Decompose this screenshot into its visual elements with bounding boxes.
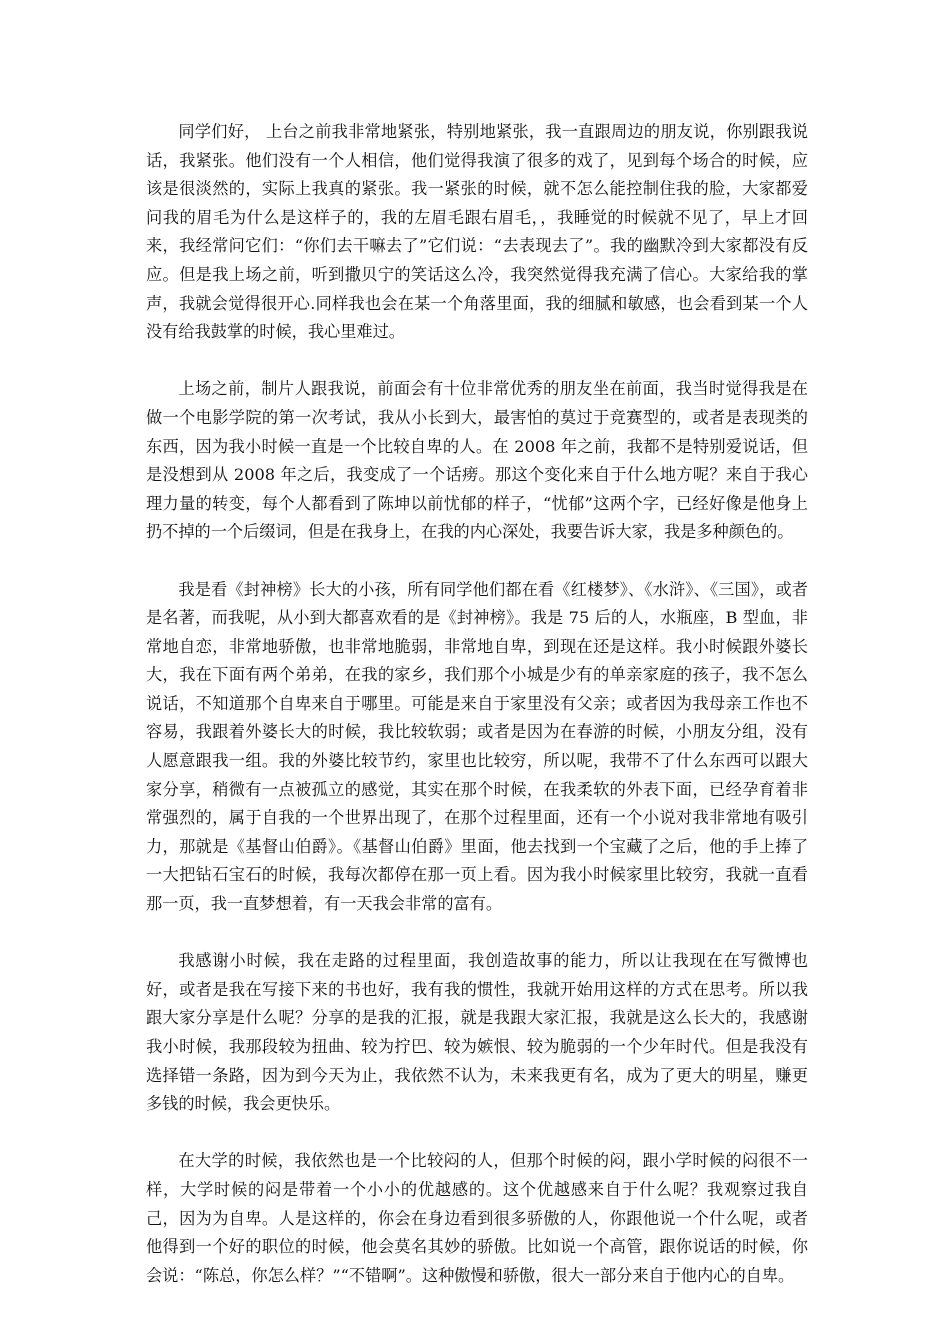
paragraph-5: 在大学的时候，我依然也是一个比较闷的人，但那个时候的闷，跟小学时候的闷很不一样，大学时候的闷是带着一个小小的优越感的。这个优越感来自于什么呢？我观察过我自己，因为为自卑。人是这样的，你会在身边看到很多骄傲的人，你跟他说一个什么呢，或者他得到一个好的职位的时候，他会莫名其妙的骄傲。比如说一个高管，跟你说话的时候，你会说：“陈总，你怎么样？”“不错啊”。这种傲慢和骄傲，很大一部分来自于他内心的自卑。 xyxy=(146,1151,808,1285)
document-body xyxy=(146,118,808,1319)
paragraph-3: 我是看《封神榜》长大的小孩，所有同学他们都在看《红楼梦》、《水浒》、《三国》，或者是名著，而我呢，从小到大都喜欢看的是《封神榜》。我是 75 后的人，水瓶座，B 型血，非常地自恋，非常地骄傲，也非常地脆弱，非常地自卑，到现在还是这样。我小时候跟外婆长大，我在下面有两个弟弟，在我的家乡，我们那个小城是少有的单亲家庭的孩子，我不怎么说话，不知道那个自卑来自于哪里。可能是来自于家里没有父亲；或者因为我母亲工作也不容易，我跟着外婆长大的时候，我比较软弱；或者是因为在春游的时候，小朋友分组，没有人愿意跟我一组。我的外婆比较节约，家里也比较穷，所以呢，我带不了什么东西可以跟大家分享，稍微有一点被孤立的感觉，其实在那个时候，在我柔软的外表下面，已经孕育着非常强烈的，属于自我的一个世界出现了，在那个过程里面，还有一个小说对我非常地有吸引力，那就是《基督山伯爵》。《基督山伯爵》里面，他去找到一个宝藏了之后，他的手上捧了一大把钻石宝石的时候，我每次都停在那一页上看。因为我小时候家里比较穷，我就一直看那一页，我一直梦想着，有一天我会非常的富有。 xyxy=(146,579,808,914)
paragraph-2: 上场之前，制片人跟我说，前面会有十位非常优秀的朋友坐在前面，我当时觉得我是在做一个电影学院的第一次考试，我从小长到大，最害怕的莫过于竞赛型的，或者是表现类的东西，因为我小时候一直是一个比较自卑的人。在 2008 年之前，我都不是特别爱说话，但是没想到从 2008 年之后，我变成了一个话痨。那这个变化来自于什么地方呢？来自于我心理力量的转变，每个人都看到了陈坤以前忧郁的样子，“忧郁”这两个字，已经好像是他身上扔不掉的一个后缀词，但是在我身上，在我的内心深处，我要告诉大家，我是多种颜色的。 xyxy=(146,379,808,542)
paragraph-1: 同学们好， 上台之前我非常地紧张，特别地紧张，我一直跟周边的朋友说，你别跟我说话，我紧张。他们没有一个人相信，他们觉得我演了很多的戏了，见到每个场合的时候，应该是很淡然的，实际上我真的紧张。我一紧张的时候，就不怎么能控制住我的脸，大家都爱问我的眉毛为什么是这样子的，我的左眉毛跟右眉毛，，我睡觉的时候就不见了，早上才回来，我经常问它们：“你们去干嘛去了”它们说：“去表现去了”。我的幽默冷到大家都没有反应。但是我上场之前，听到撒贝宁的笑话这么冷，我突然觉得我充满了信心。大家给我的掌声，我就会觉得很开心.同样我也会在某一个角落里面，我的细腻和敏感，也会看到某一个人没有给我鼓掌的时候，我心里难过。 xyxy=(146,122,808,342)
paragraph-4: 我感谢小时候，我在走路的过程里面，我创造故事的能力，所以让我现在在写微博也好，或者是我在写接下来的书也好，我有我的惯性，我就开始用这样的方式在思考。所以我跟大家分享是什么呢？分享的是我的汇报，就是我跟大家汇报，我就是这么长大的，我感谢我小时候，我那段较为扭曲、较为拧巴、较为嫉恨、较为脆弱的一个少年时代。但是我没有选择错一条路，因为到今天为止，我依然不认为，未来我更有名，成为了更大的明星，赚更多钱的时候，我会更快乐。 xyxy=(146,951,808,1114)
